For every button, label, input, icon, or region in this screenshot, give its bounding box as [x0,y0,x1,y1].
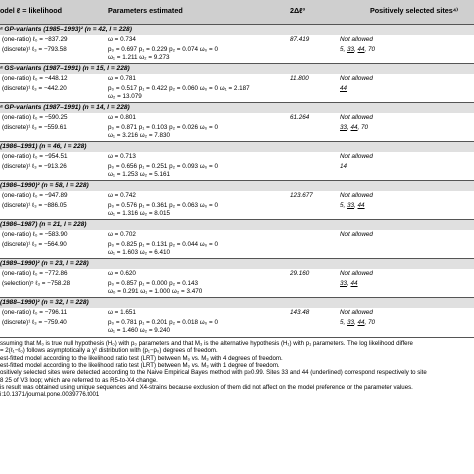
footnote: i:10.1371/journal.pone.0039776.t001 [0,391,100,399]
table-row [0,153,474,162]
header-sites: Positively selected sites⁴⁾ [370,6,459,15]
table-row [0,192,474,201]
params-cell: p₀ = 0.825 p₁ = 0.131 p₂ = 0.044 ω₀ = 0 [108,241,218,248]
table-row [0,114,474,123]
group-title: (1986–1990)² (n = 58, l = 228) [0,182,89,189]
params-cell: ω₀ = 0.291 ω₁ = 1.000 ω₂ = 3.470 [108,288,203,295]
table-row [0,270,474,279]
params-cell: ω = 0.801 [108,114,136,121]
model-cell: (discrete)¹ ℓ₃ = −759.40 [2,319,67,326]
sites-cell: Not allowed [340,75,373,82]
table-row [0,231,474,240]
params-cell: ω = 0.781 [108,75,136,82]
sites-cell: Not allowed [340,231,373,238]
sites-cell: 14 [340,163,348,170]
header-params: Parameters estimated [108,6,183,15]
sites-cell: 5, 33, 44 [340,202,365,209]
sites-cell: 5, 33, 44, 70 [340,46,376,53]
model-cell: (discrete)¹ ℓ₃ = −913.26 [2,163,67,170]
params-cell: ω₁ = 1.253 ω₂ = 5.161 [108,171,171,178]
group-header [0,64,474,74]
group-title: ᵃ GP-variants (1985–1993)² (n = 42, l = 228) [0,26,132,33]
sites-cell: Not allowed [340,153,373,160]
model-cell: (discrete)¹ ℓ₃ = −559.61 [2,124,67,131]
footnote: ositively selected sites were detected according to the Naive Empirical Bayes method with p≥0.99. Sites 33 and 44 (underlined) correspond respectively to site [0,369,427,377]
model-cell: (discrete)¹ ℓ₃ = −793.58 [2,46,67,53]
model-cell: (one-ratio) ℓ₀ = −947.89 [2,192,68,199]
model-cell: (selection)⁵ ℓ₃ = −758.28 [2,280,71,287]
params-cell: ω = 0.742 [108,192,136,199]
table-row [0,280,474,297]
lrt-cell: 61.264 [290,114,310,121]
sites-cell: Not allowed [340,192,373,199]
footnote: = 2(ℓ₁−ℓ₀) follows asymptotically a χ² distribution with (p₁−p₀) degrees of freedom. [0,347,218,355]
lrt-cell: 11.800 [290,75,309,82]
params-cell: ω = 0.702 [108,231,136,238]
model-cell: (one-ratio) ℓ₀ = −954.51 [2,153,68,160]
params-cell: p₀ = 0.517 p₁ = 0.422 p₂ = 0.060 ω₀ = 0 ω₁ = 2.187 [108,85,250,92]
model-cell: (discrete)¹ ℓ₃ = −442.20 [2,85,67,92]
lrt-cell: 87.419 [290,36,310,43]
group-title: (1989–1990)² (n = 23, l = 228) [0,260,89,267]
params-cell: ω₁ = 1.460 ω₂ = 9.240 [108,327,171,334]
footnote: is result was obtained using unique sequences and X4-strains because exclusion of them did not affect on the model preference or the parameter values. [0,383,413,391]
group-title: ᵃ GP-variants (1987–1991) (n = 14, l = 228) [0,104,130,111]
lrt-cell: 29.160 [290,270,310,277]
group-header [0,142,474,152]
sites-cell: 44 [340,85,348,92]
table-row [0,319,474,336]
group-header [0,181,474,191]
table-row [0,124,474,141]
table-row [0,163,474,180]
sites-cell: Not allowed [340,270,373,277]
group-header [0,103,474,113]
table-row [0,241,474,258]
params-cell: ω₂ = 13.079 [108,93,142,100]
group-header [0,259,474,269]
table-bottom-rule [0,337,474,338]
params-cell: ω₁ = 1.211 ω₂ = 9.273 [108,54,170,61]
footnote: est-fitted model according to the likelihood ratio test (LRT) between M₀ vs. M₃ with 4 degrees of freedom. [0,354,283,362]
group-header [0,220,474,230]
model-cell: (discrete)¹ ℓ₃ = −886.05 [2,202,67,209]
sites-cell: Not allowed [340,309,373,316]
params-cell: p₀ = 0.697 p₁ = 0.229 p₂ = 0.074 ω₀ = 0 [108,46,218,53]
footnote: 8 25 of V3 loop; which are referred to as R5-to-X4 change. [0,376,158,384]
group-header [0,25,474,35]
model-cell: (one-ratio) ℓ₀ = −772.86 [2,270,68,277]
sites-cell: Not allowed [340,114,373,121]
header-model: odel ℓ = likelihood [0,6,63,15]
params-cell: ω = 0.620 [108,270,136,277]
params-cell: ω₁ = 1.603 ω₂ = 6.410 [108,249,171,256]
table-row [0,46,474,63]
params-cell: ω₁ = 3.216 ω₂ = 7.830 [108,132,171,139]
params-cell: p₀ = 0.781 p₁ = 0.201 p₂ = 0.018 ω₀ = 0 [108,319,218,326]
model-cell: (one-ratio) ℓ₀ = −837.29 [2,36,68,43]
group-header [0,298,474,308]
footnote: est-fitted model according to the likelihood ratio test (LRT) between M₀ vs. M₃ with 1 degree of freedom. [0,361,280,369]
header-lrt: 2Δℓ³ [290,6,306,15]
sites-cell: Not allowed [340,36,373,43]
sites-cell: 33, 44 [340,280,358,287]
params-cell: ω = 0.713 [108,153,136,160]
model-cell: (one-ratio) ℓ₀ = −590.25 [2,114,68,121]
params-cell: ω = 0.734 [108,36,136,43]
params-cell: p₀ = 0.656 p₁ = 0.251 p₂ = 0.093 ω₀ = 0 [108,163,218,170]
table-row [0,85,474,102]
group-title: (1986–1991) (n = 46, l = 228) [0,143,87,150]
sites-cell: 5, 33, 44, 70 [340,319,376,326]
params-cell: ω = 1.651 [108,309,136,316]
model-cell: (one-ratio) ℓ₀ = −448.12 [2,75,68,82]
table-row [0,75,474,84]
params-cell: p₀ = 0.857 p₁ = 0.000 p₂ = 0.143 [108,280,198,287]
params-cell: ω₁ = 1.316 ω₂ = 8.015 [108,210,171,217]
group-title: ᵃ GS-variants (1987–1991) (n = 15, l = 228) [0,65,130,72]
model-cell: (one-ratio) ℓ₀ = −583.90 [2,231,68,238]
lrt-cell: 123.677 [290,192,313,199]
params-cell: p₀ = 0.871 p₁ = 0.103 p₂ = 0.026 ω₀ = 0 [108,124,218,131]
model-cell: (discrete)¹ ℓ₃ = −564.90 [2,241,67,248]
table-row [0,309,474,318]
table-row [0,36,474,45]
lrt-cell: 143.48 [290,309,310,316]
group-title: (1986–1987) (n = 21, l = 228) [0,221,87,228]
model-cell: (one-ratio) ℓ₀ = −796.11 [2,309,68,316]
params-cell: p₀ = 0.576 p₁ = 0.361 p₂ = 0.063 ω₀ = 0 [108,202,218,209]
footnote: ssuming that M₀ is true null hypothesis (H₀) with p₀ parameters and that M₃ is the alternative hypothesis (H₁) with p₁ parameters. The log likelihood differe [0,340,413,347]
group-title: (1988–1990)² (n = 32, l = 228) [0,299,89,306]
sites-cell: 33, 44, 70 [340,124,369,131]
table-row [0,202,474,219]
table-header [0,0,474,24]
